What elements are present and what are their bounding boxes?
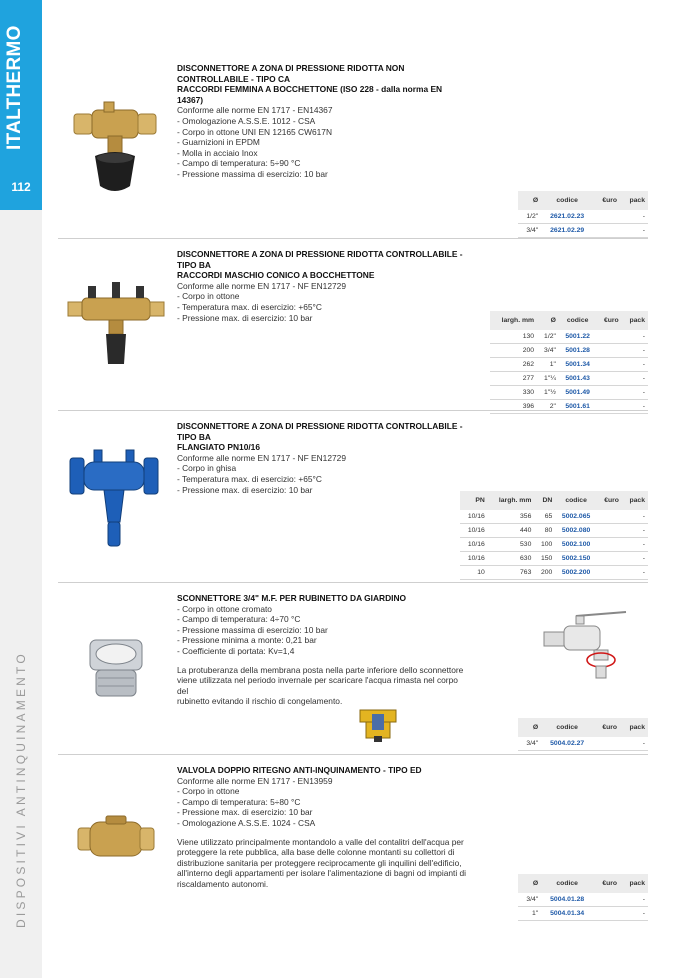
spec-line: Conforme alle norme EN 1717 - NF EN12729 <box>177 452 346 463</box>
brand-box <box>0 0 42 210</box>
price-table-2 <box>490 311 648 414</box>
product-title: DISCONNETTORE A ZONA DI PRESSIONE RIDOTTA CONTROLLABILE - TIPO BA <box>177 249 463 270</box>
product-code: 5002.065 <box>555 510 597 524</box>
product-title: RACCORDI FEMMINA A BOCCHETTONE (ISO 228 - dalla norma EN 14367) <box>177 84 443 105</box>
column-header: Ø <box>518 874 541 893</box>
product-code: 5004.01.28 <box>541 893 593 907</box>
column-header: pack <box>620 874 648 893</box>
table-row: 3/4" 5004.01.28 - <box>518 893 648 907</box>
spec-line: Conforme alle norme EN 1717 - EN14367 <box>177 105 333 116</box>
column-header: largh. mm <box>488 491 535 510</box>
column-header: €uro <box>593 191 620 210</box>
column-header: pack <box>622 311 648 330</box>
spec-line: - Corpo in ottone cromato <box>177 603 272 614</box>
spec-line: - Pressione massima di esercizio: 10 bar <box>177 624 328 635</box>
table-row: 277 1"¼ 5001.43 - <box>490 372 648 386</box>
column-header: Ø <box>537 311 559 330</box>
spec-line: - Temperatura max. di esercizio: +65°C <box>177 301 322 312</box>
page-number: 112 <box>11 180 31 194</box>
section-divider <box>58 238 648 239</box>
spec-line: - Campo di temperatura: 5÷90 °C <box>177 158 301 169</box>
column-header: codice <box>555 491 597 510</box>
spec-line: - Guarnizioni in EPDM <box>177 137 260 148</box>
product-title: DISCONNETTORE A ZONA DI PRESSIONE RIDOTTA NON CONTROLLABILE - TIPO CA <box>177 63 405 84</box>
spec-line: - Temperatura max. di esercizio: +65°C <box>177 473 322 484</box>
table-row: 1" 5004.01.34 - <box>518 907 648 921</box>
table-row: 200 3/4" 5001.28 - <box>490 344 648 358</box>
product-description-2 <box>177 249 467 323</box>
product-code: 5001.43 <box>559 372 596 386</box>
product-description-1 <box>177 63 467 180</box>
product-section-2 <box>58 244 648 410</box>
spec-line: - Corpo in ottone <box>177 291 240 302</box>
table-row: 10 763 200 5002.200 - <box>460 566 648 580</box>
table-row: 3/4" 2621.02.29 - <box>518 224 648 238</box>
product-title: DISCONNETTORE A ZONA DI PRESSIONE RIDOTTA CONTROLLABILE - TIPO BA <box>177 421 463 442</box>
column-header: pack <box>622 491 648 510</box>
product-code: 5001.28 <box>559 344 596 358</box>
product-section-1 <box>58 58 648 238</box>
price-table-5 <box>518 874 648 921</box>
product-title: RACCORDI MASCHIO CONICO A BOCCHETTONE <box>177 270 375 281</box>
spec-line: - Corpo in ghisa <box>177 463 237 474</box>
disconnector-ba-brass-image <box>66 280 166 370</box>
table-row: 10/16 356 65 5002.065 - <box>460 510 648 524</box>
column-header: codice <box>541 191 593 210</box>
product-title: FLANGIATO PN10/16 <box>177 442 260 453</box>
spec-line: - Molla in acciaio Inox <box>177 147 258 158</box>
product-code: 5002.150 <box>555 552 597 566</box>
spec-line: - Pressione max. di esercizio: 10 bar <box>177 807 313 818</box>
product-code: 5001.22 <box>559 330 596 344</box>
column-header: €uro <box>593 874 620 893</box>
spec-line: - Pressione minima a monte: 0,21 bar <box>177 635 317 646</box>
table-row: 1/2" 2621.02.23 - <box>518 210 648 224</box>
column-header: DN <box>534 491 555 510</box>
column-header: €uro <box>593 718 620 737</box>
spec-line: - Campo di temperatura: 4÷70 °C <box>177 614 301 625</box>
column-header: Ø <box>518 191 541 210</box>
column-header: pack <box>620 191 648 210</box>
table-row: 330 1"½ 5001.49 - <box>490 386 648 400</box>
price-table-3 <box>460 491 648 580</box>
section-divider <box>58 582 648 583</box>
spec-line: - Campo di temperatura: 5÷80 °C <box>177 796 301 807</box>
spec-line: - Pressione max. di esercizio: 10 bar <box>177 484 313 495</box>
garden-tap-drawing-image <box>542 604 628 680</box>
column-header: largh. mm <box>490 311 537 330</box>
spec-line: Conforme alle norme EN 1717 - NF EN12729 <box>177 280 346 291</box>
table-row: 262 1" 5001.34 - <box>490 358 648 372</box>
category-label: DISPOSITIVI ANTINQUINAMENTO <box>14 651 28 928</box>
product-code: 5002.200 <box>555 566 597 580</box>
double-check-valve-image <box>76 814 156 864</box>
product-code: 5002.100 <box>555 538 597 552</box>
spec-line: - Pressione massima di esercizio: 10 bar <box>177 168 328 179</box>
column-header: Ø <box>518 718 541 737</box>
table-row: 130 1/2" 5001.22 - <box>490 330 648 344</box>
table-row: 10/16 630 150 5002.150 - <box>460 552 648 566</box>
column-header: codice <box>559 311 596 330</box>
column-header: pack <box>620 718 648 737</box>
spec-line: - Corpo in ottone UNI EN 12165 CW617N <box>177 126 333 137</box>
section-divider <box>58 410 648 411</box>
product-code: 2621.02.29 <box>541 224 593 238</box>
price-table-4 <box>518 718 648 751</box>
column-header: €uro <box>596 311 621 330</box>
product-code: 5004.01.34 <box>541 907 593 921</box>
product-code: 5001.34 <box>559 358 596 372</box>
spec-line: - Corpo in ottone <box>177 786 240 797</box>
brand-logo: ITALTHERMO <box>4 25 25 150</box>
column-header: codice <box>541 874 593 893</box>
column-header: codice <box>541 718 593 737</box>
product-code: 5001.61 <box>559 400 596 414</box>
product-description-3 <box>177 421 467 495</box>
description-paragraph: La protuberanza della membrana posta nella parte inferiore dello sconnettore viene utilizzata nel periodo invernale per scaricare l'acqua rimasta nel corpo del rubinetto evitando il rischio di congelamento. <box>177 664 464 707</box>
table-row: 3/4" 5004.02.27 - <box>518 737 648 751</box>
table-row: 396 2" 5001.61 - <box>490 400 648 414</box>
column-header: €uro <box>597 491 622 510</box>
spec-line: - Pressione max. di esercizio: 10 bar <box>177 312 313 323</box>
product-section-3 <box>58 416 648 582</box>
section-diagram-image <box>358 704 398 744</box>
spec-line: - Coefficiente di portata: Kv=1,4 <box>177 645 295 656</box>
product-code: 5001.49 <box>559 386 596 400</box>
product-title: VALVOLA DOPPIO RITEGNO ANTI-INQUINAMENTO - TIPO ED <box>177 765 422 775</box>
section-divider <box>58 754 648 755</box>
product-section-4 <box>58 588 648 754</box>
disconnector-ca-image <box>70 100 160 200</box>
spec-line: Conforme alle norme EN 1717 - EN13959 <box>177 775 333 786</box>
disconnector-ba-flanged-image <box>68 444 160 550</box>
garden-tap-disconnector-image <box>84 636 148 702</box>
table-row: 10/16 440 80 5002.080 - <box>460 524 648 538</box>
product-section-5 <box>58 760 648 930</box>
product-code: 5004.02.27 <box>541 737 593 751</box>
product-code: 2621.02.23 <box>541 210 593 224</box>
spec-line: - Omologazione A.S.S.E. 1024 - CSA <box>177 817 316 828</box>
price-table-1 <box>518 191 648 238</box>
product-description-4 <box>177 593 467 707</box>
product-description-5 <box>177 765 467 890</box>
sidebar <box>0 0 42 978</box>
spec-line: - Omologazione A.S.S.E. 1012 - CSA <box>177 115 316 126</box>
column-header: PN <box>460 491 488 510</box>
product-title: SCONNETTORE 3/4" M.F. PER RUBINETTO DA GIARDINO <box>177 593 407 603</box>
table-row: 10/16 530 100 5002.100 - <box>460 538 648 552</box>
product-code: 5002.080 <box>555 524 597 538</box>
description-paragraph: Viene utilizzato principalmente montandolo a valle del contalitri dell'acqua per proteggere la rete pubblica, alla base delle colonne montanti su collettori di distribuzione sanitaria per proteggere reciprocamente gli inquilini dell'edificio, all'interno degli appartamenti per isolare l'alimentazione di bagni od impianti di riscaldamento autonomi. <box>177 836 467 889</box>
